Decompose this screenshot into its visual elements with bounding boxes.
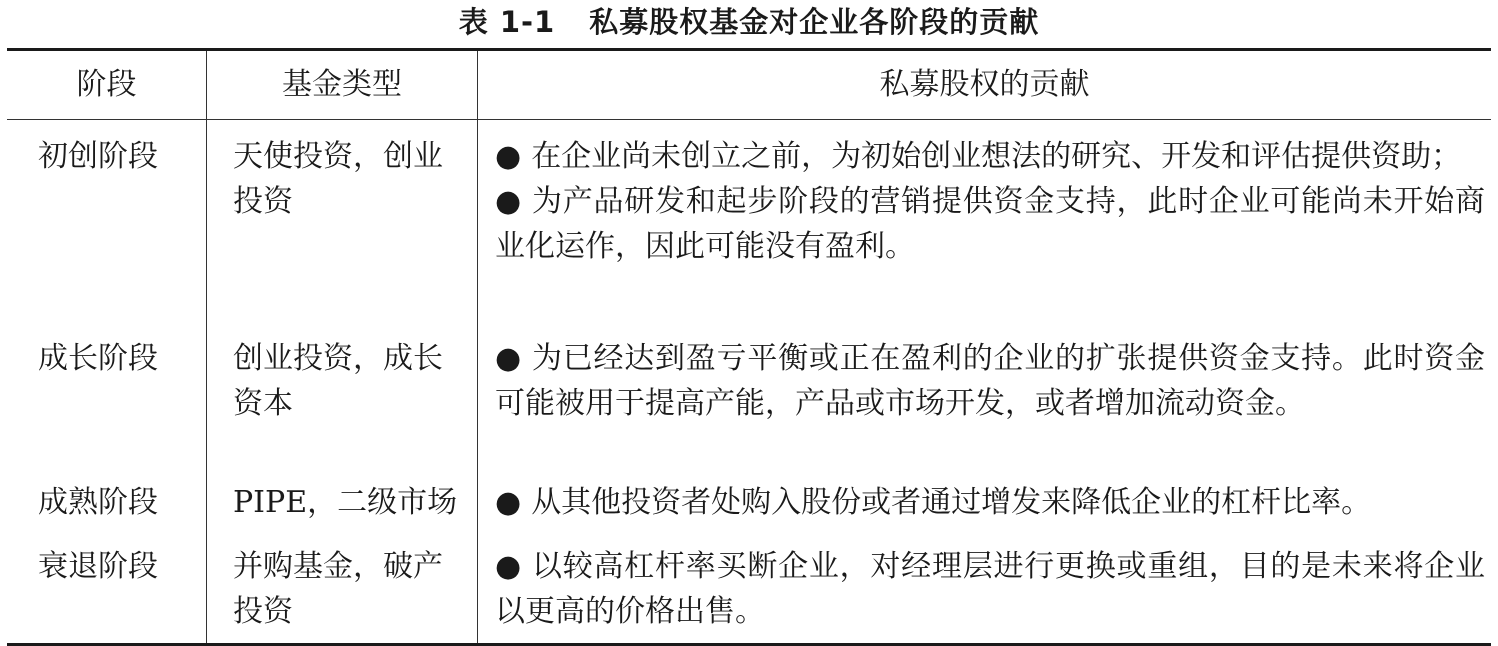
column-divider-2 <box>477 51 478 643</box>
contribution-item <box>495 179 1485 269</box>
column-divider-1 <box>206 51 207 643</box>
bullet-icon: ● <box>495 549 522 584</box>
contribution-text: 在企业尚未创立之前，为初始创业想法的研究、开发和评估提供资助； <box>531 139 1462 174</box>
contribution-item <box>495 544 1485 634</box>
contribution-item <box>495 336 1485 426</box>
row-4-fund-type: 并购基金，破产投资 <box>233 549 443 629</box>
bullet-icon: ● <box>495 184 522 219</box>
bullet-icon: ● <box>495 139 522 174</box>
row-4-stage: 衰退阶段 <box>38 549 158 584</box>
row-3-fund-type: PIPE，二级市场 <box>233 485 458 520</box>
contribution-text: 为产品研发和起步阶段的营销提供资金支持，此时企业可能尚未开始商业化运作，因此可能没有盈利。 <box>495 184 1485 264</box>
row-3-stage: 成熟阶段 <box>38 485 158 520</box>
table-caption <box>0 0 1498 44</box>
contribution-item <box>495 480 1485 525</box>
header-stage: 阶段 <box>76 67 137 102</box>
header-divider <box>7 119 1491 120</box>
contribution-item <box>495 134 1485 179</box>
contribution-text: 从其他投资者处购入股份或者通过增发来降低企业的杠杆比率。 <box>531 485 1372 520</box>
row-4-contribution <box>495 544 1485 634</box>
table-number: 表 1-1 <box>458 5 556 39</box>
row-1-fund-type: 天使投资，创业投资 <box>233 139 443 219</box>
row-3-contribution <box>495 480 1485 525</box>
row-2-contribution <box>495 336 1485 426</box>
header-fund-type: 基金类型 <box>282 67 402 102</box>
row-1-contribution <box>495 134 1485 269</box>
bullet-icon: ● <box>495 485 522 520</box>
row-2-fund-type: 创业投资，成长资本 <box>233 341 443 421</box>
contribution-text: 为已经达到盈亏平衡或正在盈利的企业的扩张提供资金支持。此时资金可能被用于提高产能，产品或市场开发，或者增加流动资金。 <box>495 341 1485 421</box>
header-contribution: 私募股权的贡献 <box>879 67 1090 102</box>
stage-contribution-table <box>7 48 1491 646</box>
row-1-stage: 初创阶段 <box>38 139 158 174</box>
row-2-stage: 成长阶段 <box>38 341 158 376</box>
contribution-text: 以较高杠杆率买断企业，对经理层进行更换或重组，目的是未来将企业以更高的价格出售。 <box>495 549 1485 629</box>
bullet-icon: ● <box>495 341 522 376</box>
table-title: 私募股权基金对企业各阶段的贡献 <box>589 5 1040 39</box>
